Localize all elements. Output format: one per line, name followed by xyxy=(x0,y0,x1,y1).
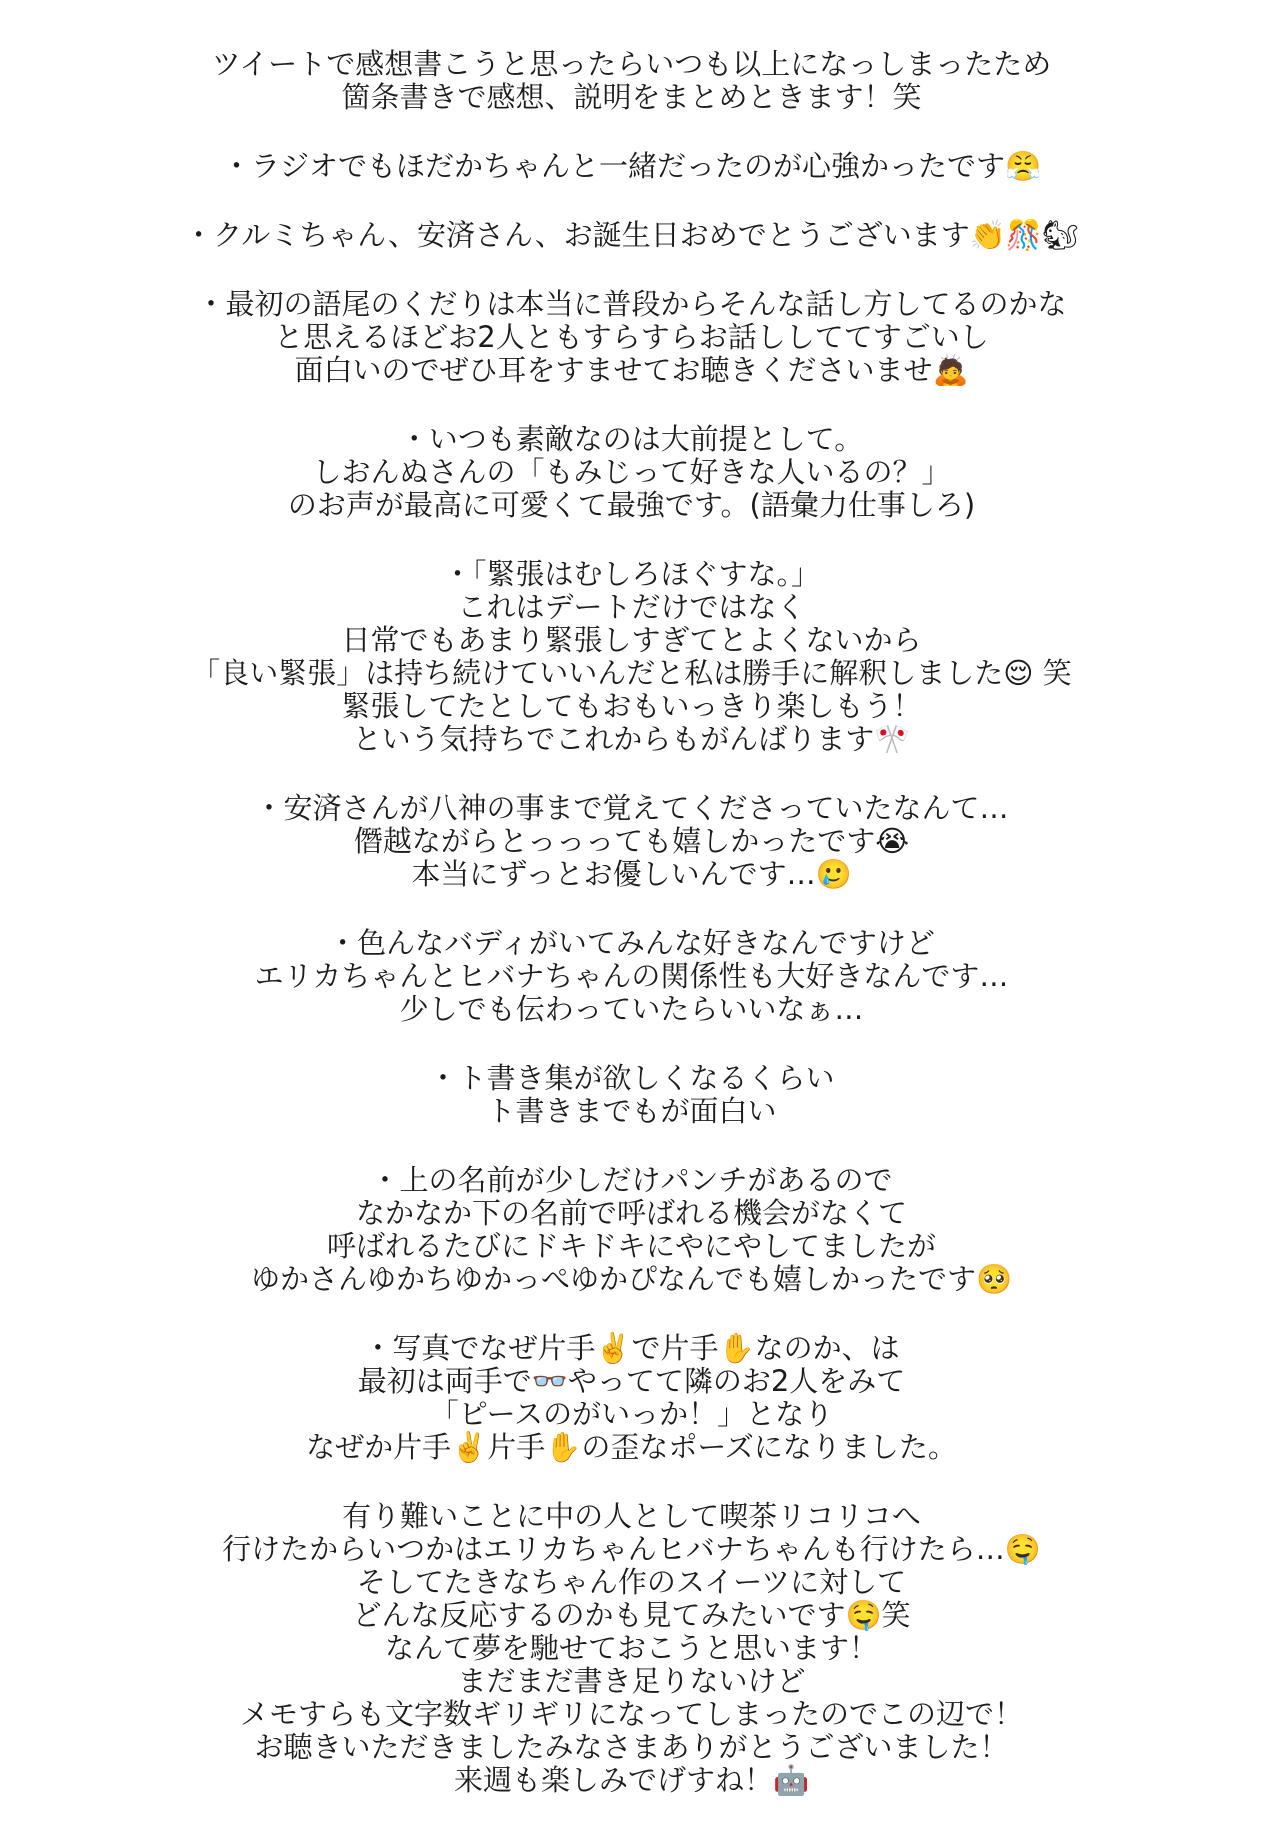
text-line: 僭越ながらとっっっても嬉しかったです😭 xyxy=(353,824,910,858)
text-line: お聴きいただきましたみなさまありがとうございました！ xyxy=(254,1730,1009,1764)
text-line: と思えるほどお2人ともすらすらお話ししててすごいし xyxy=(274,320,989,354)
paragraph-photo xyxy=(0,1332,1263,1464)
text-line: 来週も楽しみでげすね！🤖 xyxy=(453,1763,810,1797)
text-line: ト書きまでもが面白い xyxy=(486,1094,777,1128)
text-line: ・上の名前が少しだけパンチがあるので xyxy=(370,1163,893,1197)
text-line: ・最初の語尾のくだりは本当に普段からそんな話し方してるのかな xyxy=(196,287,1067,321)
text-line: 面白いのでぜひ耳をすませてお聴きくださいませ🙇 xyxy=(294,353,969,387)
paragraph-buddy xyxy=(0,927,1263,1026)
text-line: ・ト書き集が欲しくなるくらい xyxy=(428,1061,835,1095)
text-line: 呼ばれるたびにドキドキにやにやしてましたが xyxy=(326,1229,936,1263)
text-line: 「ピースのがいっか！」となり xyxy=(429,1397,834,1431)
paragraph-togaki xyxy=(0,1062,1263,1128)
paragraph-radio xyxy=(0,150,1263,183)
text-line: 最初は両手で👓やってて隣のお2人をみて xyxy=(357,1364,906,1398)
paragraph-momiji xyxy=(0,423,1263,522)
text-line: ・「緊張はむしろほぐすな。」 xyxy=(442,557,820,591)
text-line: ・色んなバディがいてみんな好きなんですけど xyxy=(328,926,935,960)
text-line: そしてたきなちゃん作のスイーツに対して xyxy=(356,1565,907,1599)
text-line: 有り難いことに中の人として喫茶リコリコへ xyxy=(342,1499,921,1533)
text-line: 箇条書きで感想、説明をまとめときます！笑 xyxy=(341,80,922,114)
memo-text-body xyxy=(0,48,1263,1797)
text-line: なぜか片手✌️片手✋の歪なポーズになりました。 xyxy=(306,1430,957,1464)
paragraph-kinchou xyxy=(0,558,1263,756)
paragraph-name xyxy=(0,1164,1263,1296)
text-line: どんな反応するのかも見てみたいです🤤笑 xyxy=(352,1598,911,1632)
text-line: のお声が最高に可愛くて最強です。(語彙力仕事しろ) xyxy=(287,488,976,522)
text-line: という気持ちでこれからもがんばります🎌 xyxy=(352,722,911,756)
text-line: ゆかさんゆかちゆかっぺゆかぴなんでも嬉しかったです🥺 xyxy=(250,1262,1013,1296)
text-line: 行けたからいつかはエリカちゃんヒバナちゃんも行けたら…🤤 xyxy=(222,1532,1041,1566)
text-line: なんて夢を馳せておこうと思います！ xyxy=(384,1631,878,1665)
text-line: 緊張してたとしてもおもいっきり楽しもう！ xyxy=(341,689,922,723)
text-line: 日常でもあまり緊張しすぎてとよくないから xyxy=(341,623,922,657)
text-line: ・いつも素敵なのは大前提として。 xyxy=(399,422,864,456)
text-line: ・写真でなぜ片手✌️で片手✋なのか、は xyxy=(363,1331,900,1365)
paragraph-intro xyxy=(0,48,1263,114)
paragraph-gobi xyxy=(0,288,1263,387)
text-line: 本当にずっとお優しいんです…🥲 xyxy=(411,857,852,891)
text-line: ・クルミちゃん、安済さん、お誕生日おめでとうございます👏🎊🐿 xyxy=(184,218,1079,252)
text-line: メモすらも文字数ギリギリになってしまったのでこの辺で！ xyxy=(239,1697,1023,1731)
text-line: ・安済さんが八神の事まで覚えてくださっていたなんて… xyxy=(254,791,1009,825)
text-line: なかなか下の名前で呼ばれる機会がなくて xyxy=(355,1196,907,1230)
text-line: しおんぬさんの「もみじって好きな人いるの？」 xyxy=(312,455,951,489)
paragraph-closing xyxy=(0,1500,1263,1797)
paragraph-yagami xyxy=(0,792,1263,891)
text-line: これはデートだけではなく xyxy=(457,590,806,624)
text-line: 「良い緊張」は持ち続けていいんだと私は勝手に解釈しました😌 笑 xyxy=(191,656,1072,690)
text-line: ツイートで感想書こうと思ったらいつも以上になっしまったため xyxy=(211,47,1052,81)
text-line: ・ラジオでもほだかちゃんと一緒だったのが心強かったです😤 xyxy=(221,149,1042,183)
paragraph-birthday xyxy=(0,219,1263,252)
text-line: 少しでも伝わっていたらいいなぁ… xyxy=(399,992,864,1026)
text-line: まだまだ書き足りないけど xyxy=(457,1664,806,1698)
text-line: エリカちゃんとヒバナちゃんの関係性も大好きなんです… xyxy=(254,959,1009,993)
